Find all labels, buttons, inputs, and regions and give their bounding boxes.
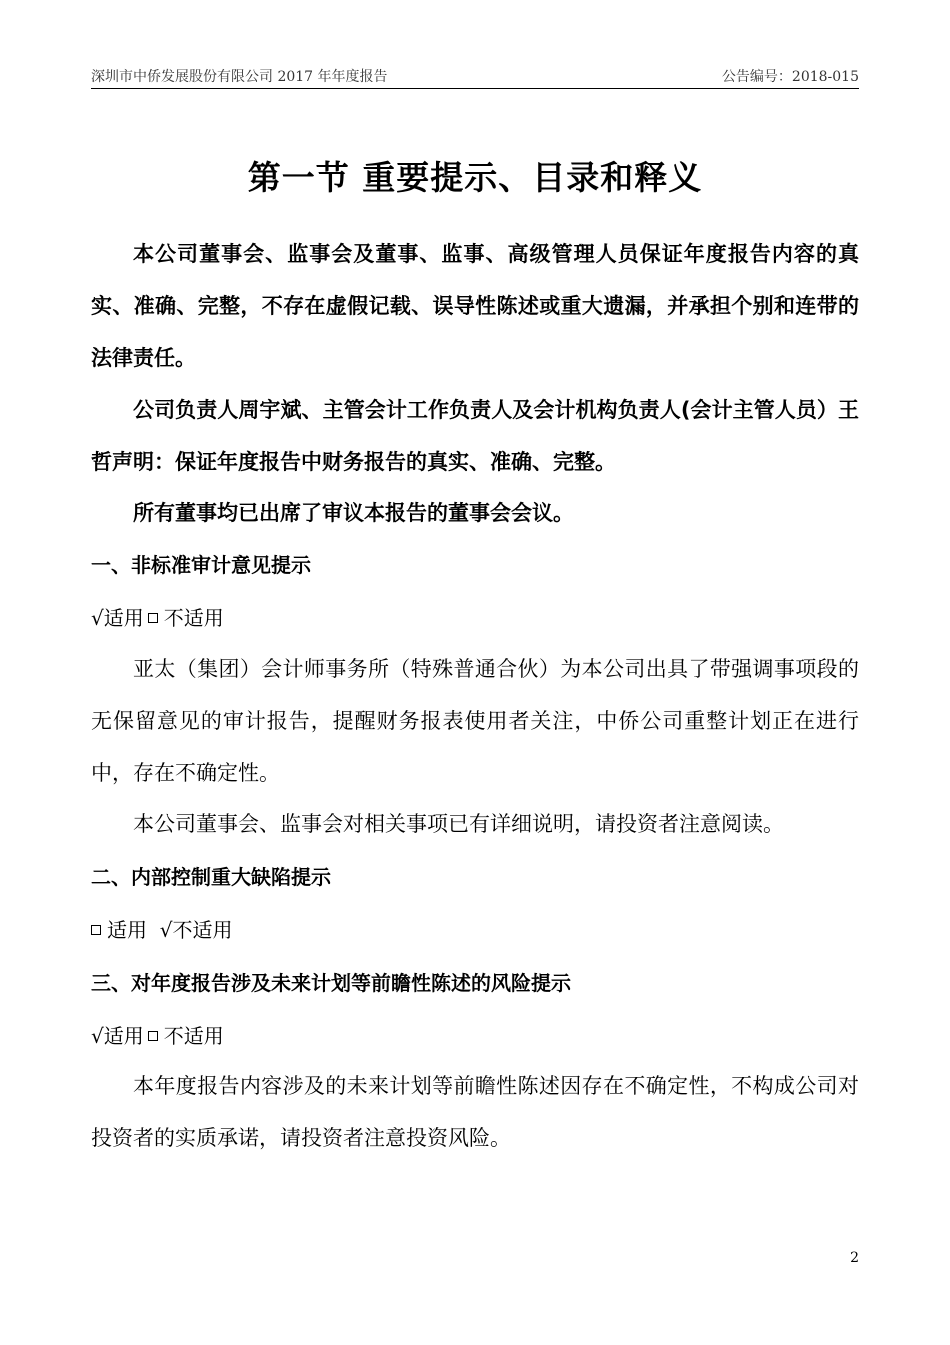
section-3-paragraph-1: 本年度报告内容涉及的未来计划等前瞻性陈述因存在不确定性，不构成公司对投资者的实质承诺，请投资者注意投资风险。 [91, 1074, 859, 1150]
intro-paragraph-1: 本公司董事会、监事会及董事、监事、高级管理人员保证年度报告内容的真实、准确、完整，不存在虚假记载、误导性陈述或重大遗漏，并承担个别和连带的法律责任。 [91, 242, 859, 370]
intro-paragraph-3: 所有董事均已出席了审议本报告的董事会会议。 [133, 501, 574, 525]
unchecked-option-label: 适用 [107, 918, 147, 942]
section-1-heading: 一、非标准审计意见提示 [91, 553, 311, 577]
header-announcement-number: 公告编号：2018-015 [721, 69, 859, 85]
section-3-options [91, 1020, 224, 1049]
section-2-options [91, 914, 232, 943]
section-2-heading: 二、内部控制重大缺陷提示 [91, 865, 331, 889]
unchecked-option-label: 不适用 [163, 1024, 224, 1048]
checked-option-label: √不适用 [159, 918, 233, 942]
header-report-title: 深圳市中侨发展股份有限公司 2017 年年度报告 [91, 69, 388, 85]
checked-option-label: √适用 [91, 606, 144, 630]
checkbox-empty-icon [148, 613, 158, 623]
unchecked-option-label: 不适用 [163, 606, 224, 630]
section-1-paragraph-1: 亚太（集团）会计师事务所（特殊普通合伙）为本公司出具了带强调事项段的无保留意见的审计报告，提醒财务报表使用者关注，中侨公司重整计划正在进行中，存在不确定性。 [91, 657, 859, 785]
intro-paragraph-2: 公司负责人周宇斌、主管会计工作负责人及会计机构负责人(会计主管人员）王哲声明：保证年度报告中财务报告的真实、准确、完整。 [91, 398, 859, 474]
section-1-options [91, 602, 224, 631]
section-3-heading: 三、对年度报告涉及未来计划等前瞻性陈述的风险提示 [91, 971, 571, 995]
page-number: 2 [850, 1250, 859, 1266]
page-title: 第一节 重要提示、目录和释义 [247, 158, 703, 197]
section-1-paragraph-2: 本公司董事会、监事会对相关事项已有详细说明，请投资者注意阅读。 [133, 812, 784, 836]
checkbox-empty-icon [148, 1031, 158, 1041]
checked-option-label: √适用 [91, 1024, 144, 1048]
header-divider [91, 88, 859, 89]
checkbox-empty-icon [91, 925, 101, 935]
